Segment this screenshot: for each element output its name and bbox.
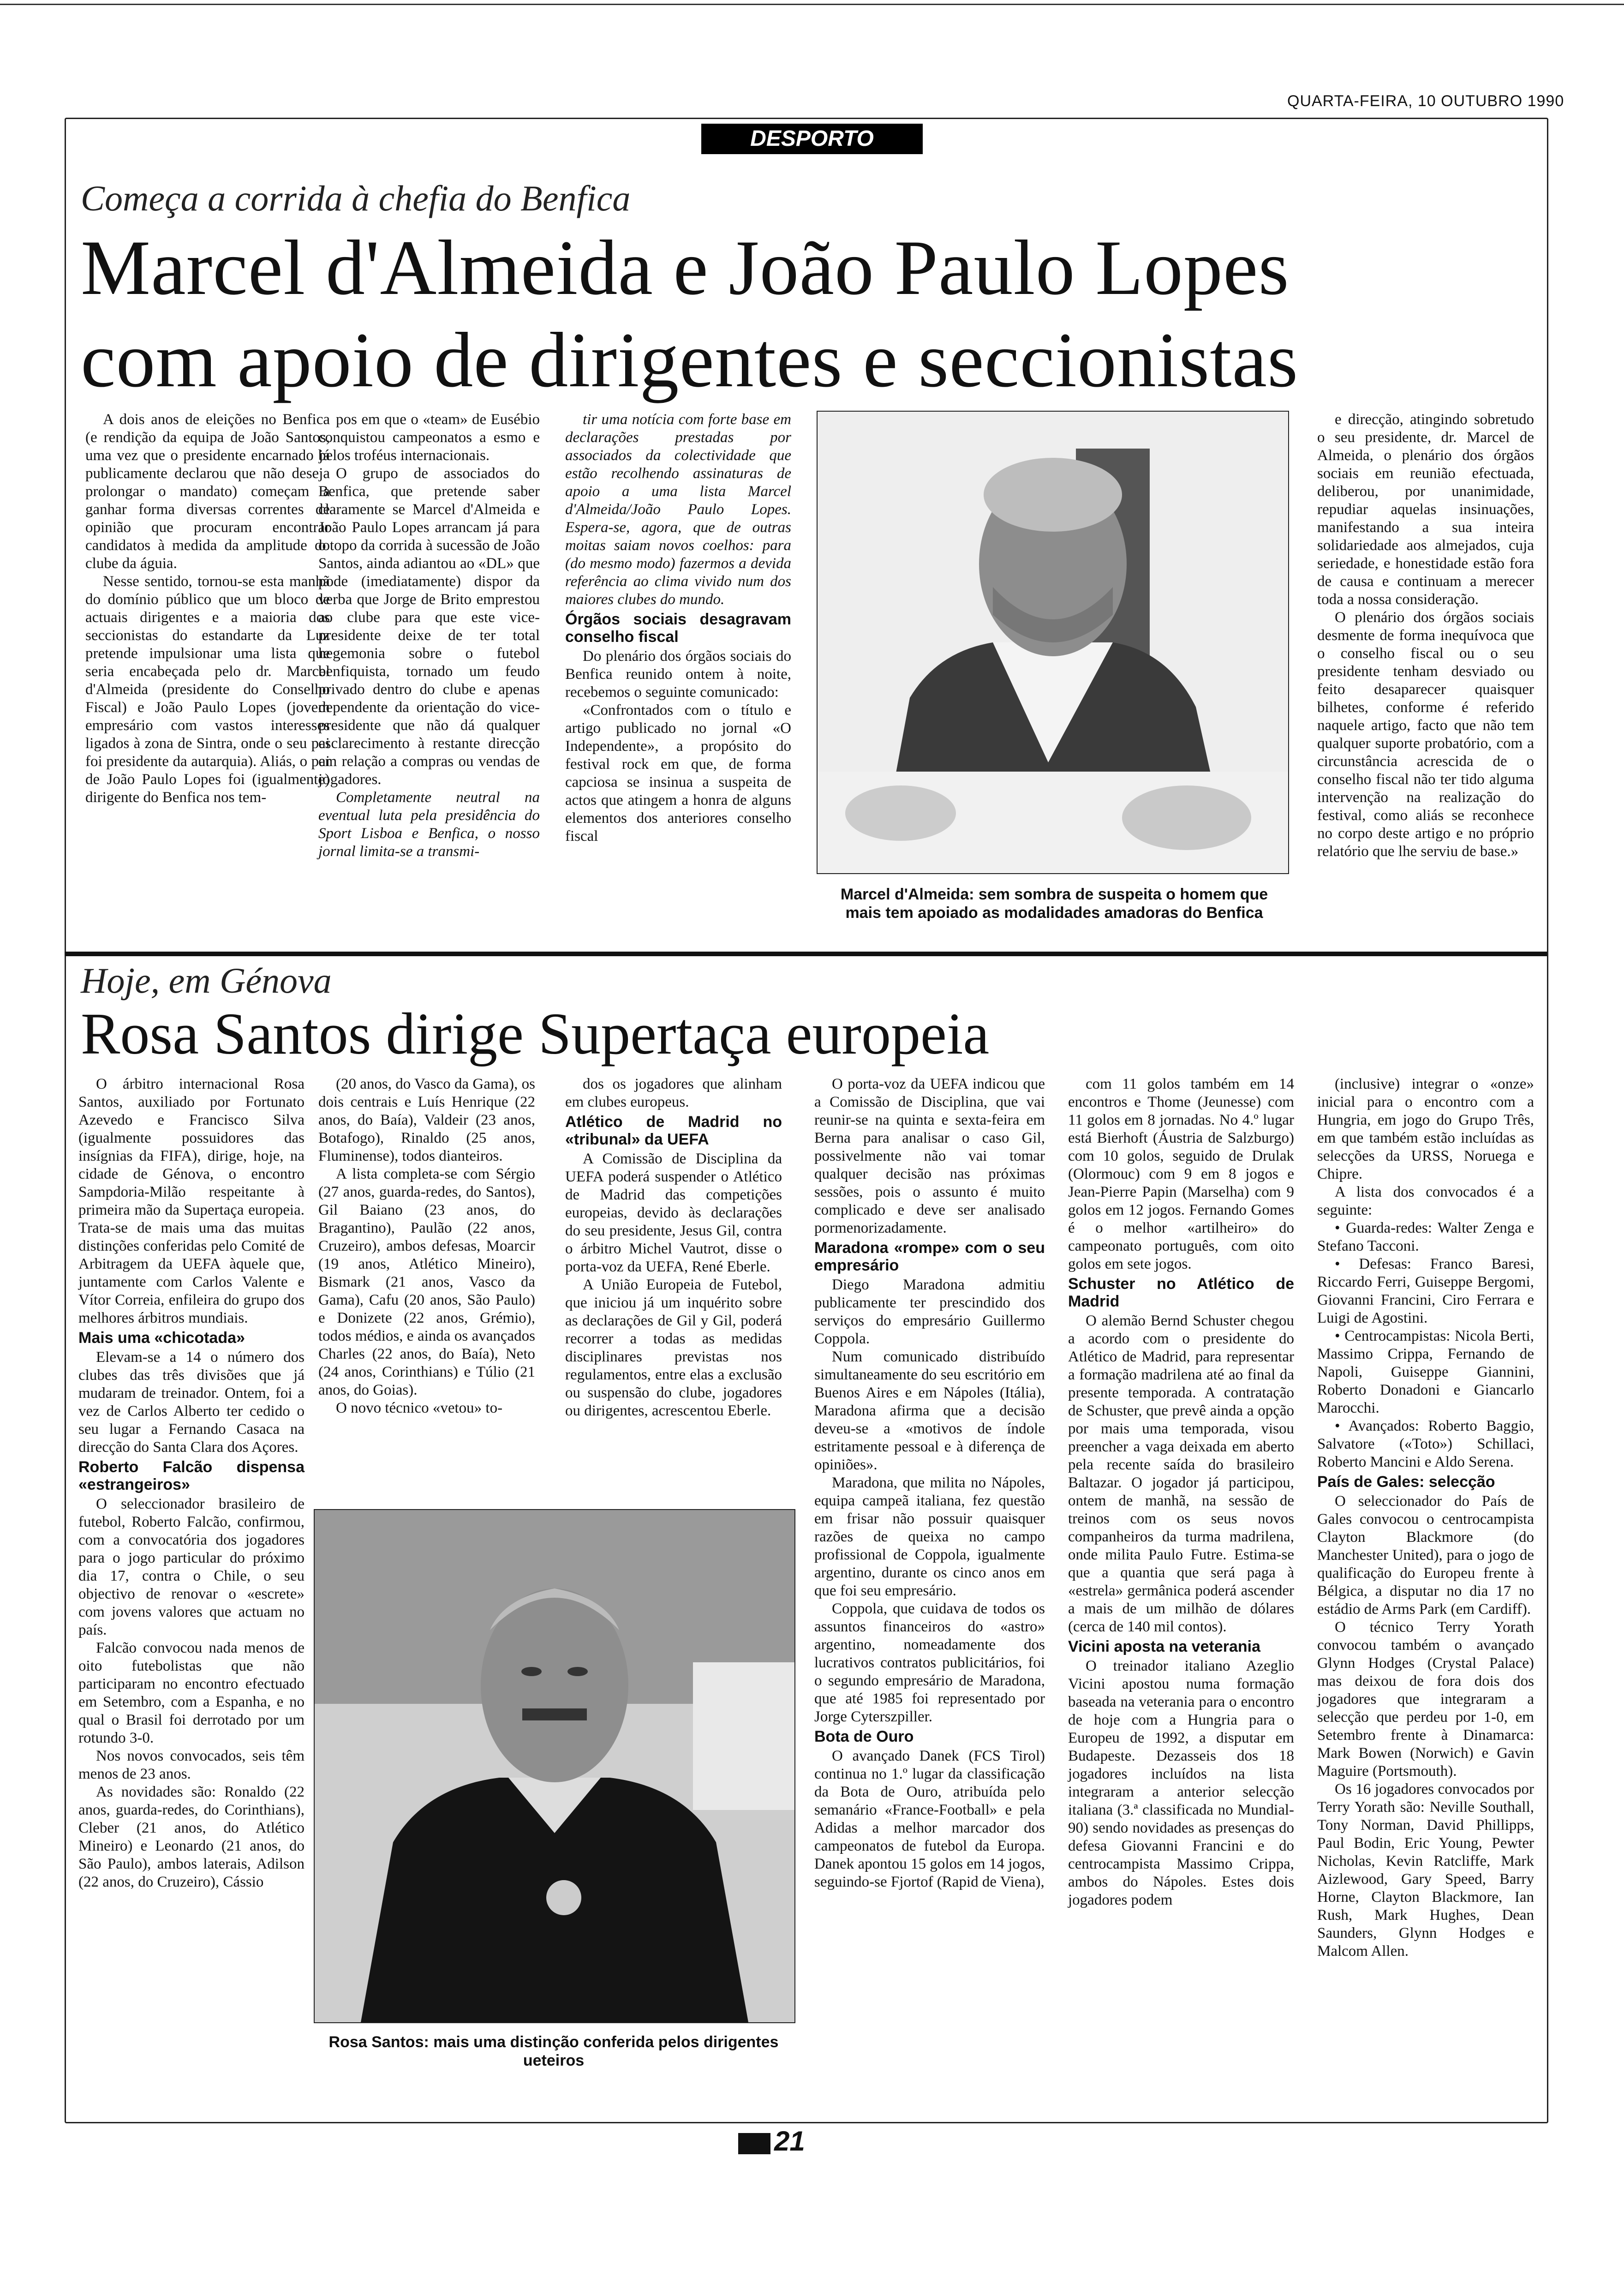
paragraph: «Confrontados com o título e artigo publicado no jornal «O Independente», a propósito do festival rock em que, de forma capciosa se insinua a suspeita de actos que atingem a honra de alguns elementos dos anteriores conselho fiscal: [565, 702, 791, 845]
paragraph: O alemão Bernd Schuster chegou a acordo com o presidente do Atlético de Madrid, para representar a formação madrilena até ao final da presente temporada. A contratação de Schuster, que prevê ainda a opção por mais uma temporada, visou preencher a vaga deixada em aberto pela recente saída do brasileiro Baltazar. O jogador já participou, ontem de manhã, na sessão de treinos com os seus novos companheiros da turma madrilena, onde milita Paulo Futre. Estima-se que a quantia que será paga à «estrela» germânica poderá ascender a mais de um milhão de dólares (cerca de 140 mil contos).: [1068, 1312, 1294, 1635]
paragraph: Do plenário dos órgãos sociais do Benfica reunido ontem à noite, recebemos o seguinte comunicado:: [565, 648, 791, 701]
dateline: QUARTA-FEIRA, 10 OUTUBRO 1990: [1287, 92, 1564, 110]
paragraph: tir uma notícia com forte base em declarações prestadas por associados da colectividade que estão recolhendo assinaturas de apoio a uma lista Marcel d'Almeida/João Paulo Lopes. Espera-se, agora, que de outras moitas saiam novos coelhos: para (do mesmo modo) fazermos a devida referência ao clima vivido num dos maiores clubes do mundo.: [565, 411, 791, 608]
paragraph: (20 anos, do Vasco da Gama), os dois centrais e Luís Henrique (22 anos, do Baía), Valdeir (23 anos, Botafogo), Rinaldo (25 anos, Fluminense), todos dianteiros.: [318, 1076, 535, 1164]
paragraph: As novidades são: Ronaldo (22 anos, guarda-redes, do Corinthians), Cleber (21 anos, do Atlético Mineiro) e Leonardo (21 anos, do São Paulo), ambos laterais, Adilson (22 anos, do Cruzeiro), Cássio: [78, 1784, 304, 1890]
subheading: Roberto Falcão dispensa «estrangeiros»: [78, 1458, 304, 1493]
portrait-photo-icon: [315, 1510, 794, 2022]
article1-headline-line1: Marcel d'Almeida e João Paulo Lopes: [81, 224, 1290, 311]
article2-photo-rosa-santos: [314, 1509, 795, 2023]
page-number: 21: [774, 2126, 805, 2157]
article2-column-6: [1317, 1075, 1534, 1960]
paragraph: Num comunicado distribuído simultaneamente do seu escritório em Buenos Aires e em Nápoles (Itália), Maradona afirma que a decisão deveu-se a «motivos de índole estritamente pessoal e à diferença de opiniões».: [814, 1348, 1045, 1473]
paragraph: e direcção, atingindo sobretudo o seu presidente, dr. Marcel de Almeida, o plenário dos órgãos sociais em reunião efectuada, deliberou, por unanimidade, repudiar aquelas insinuações, manifestando a sua inteira solidariedade aos almejados, cuja seriedade, e honestidade estão fora de causa e continuam a merecer toda a nossa consideração.: [1317, 411, 1534, 608]
paragraph: • Centrocampistas: Nicola Berti, Massimo Crippa, Fernando de Napoli, Guiseppe Giannini, Roberto Donadoni e Giancarlo Marocchi.: [1317, 1328, 1534, 1416]
article2-kicker: Hoje, em Génova: [81, 960, 332, 1001]
top-border: [0, 4, 1624, 5]
paragraph: A União Europeia de Futebol, que iniciou já um inquérito sobre as declarações de Gil y Gil, poderá recorrer a todas as medidas disciplinares previstas nos regulamentos, entre elas a exclusão ou suspensão do clube, jogadores ou dirigentes, acrescentou Eberle.: [565, 1276, 782, 1419]
paragraph: pos em que o «team» de Eusébio conquistou campeonatos a esmo e belos troféus internacionais.: [318, 411, 540, 464]
article2-column-5: [1068, 1075, 1294, 1909]
paragraph: A dois anos de eleições no Benfica (e rendição da equipa de João Santos, uma vez que o presidente encarnado já publicamente declarou que não deseja prolongar o mandato) começam a ganhar forma diversas correntes de opinião que procuram encontrar candidatos à medida da amplitude do clube da águia.: [85, 411, 330, 572]
paragraph: A Comissão de Disciplina da UEFA poderá suspender o Atlético de Madrid das competições europeias, devido às declarações do seu presidente, Jesus Gil, contra o árbitro Michel Vautrot, disse o porta-voz da UEFA, René Eberle.: [565, 1150, 782, 1275]
article1-column-3: [565, 411, 791, 845]
paragraph: O técnico Terry Yorath convocou também o avançado Glynn Hodges (Crystal Palace) mas deixou de fora dois dos jogadores que integraram a selecção que perdeu por 1-0, em Setembro frente à Dinamarca: Mark Bowen (Norwich) e Gavin Maguire (Portsmouth).: [1317, 1619, 1534, 1780]
paragraph: O novo técnico «vetou» to-: [336, 1400, 503, 1416]
paragraph: Nos novos convocados, seis têm menos de 23 anos.: [78, 1748, 304, 1782]
paragraph: Nesse sentido, tornou-se esta manhã do domínio público que um bloco de actuais dirigentes e a maioria dos seccionistas do estandarte da Luz pretende impulsionar uma lista que seria encabeçada pelo dr. Marcel d'Almeida (presidente do Conselho Fiscal) e João Paulo Lopes (jovem empresário com vastos interesses ligados à zona de Sintra, onde o seu pai foi presidente da autarquia). Aliás, o pai de João Paulo Lopes foi (igualmente) dirigente do Benfica nos tem-: [85, 573, 330, 806]
paragraph: Elevam-se a 14 o número dos clubes das três divisões que já mudaram de treinador. Ontem, foi a vez de Carlos Alberto ter cedido o seu lugar a Fernando Casaca na direcção do Santa Clara dos Açores.: [78, 1349, 304, 1456]
article2-column-1: [78, 1075, 304, 1891]
subheading: Atlético de Madrid no «tribunal» da UEFA: [565, 1113, 782, 1148]
article2-photo-caption: Rosa Santos: mais uma distinção conferida pelos dirigentes ueteiros: [328, 2033, 779, 2069]
paragraph: O avançado Danek (FCS Tirol) continua no 1.º lugar da classificação da Bota de Ouro, atribuída pelo semanário «France-Football» e pela Adidas a melhor marcador dos campeonatos de futebol da Europa. Danek apontou 15 golos em 14 jogos, seguindo-se Fjortof (Rapid de Viena),: [814, 1748, 1045, 1890]
paragraph: Maradona, que milita no Nápoles, equipa campeã italiana, fez questão em frisar não possuir quaisquer razões de queixa no campo profissional de Coppola, igualmente argentino, durante os cinco anos em que foi seu empresário.: [814, 1474, 1045, 1599]
subheading: Mais uma «chicotada»: [78, 1329, 245, 1347]
article1-column-2: [318, 411, 540, 861]
paragraph: Falcão convocou nada menos de oito futebolistas que não participaram no encontro efectuado em Setembro, com a Espanha, e no qual o Brasil foi derrotado por um rotundo 3-0.: [78, 1640, 304, 1746]
article1-photo-marcel-dalmeida: [817, 411, 1289, 874]
article1-photo-caption: Marcel d'Almeida: sem sombra de suspeita o homem que mais tem apoiado as modalidades amadoras do Benfica: [840, 886, 1268, 922]
article1-kicker: Começa a corrida à chefia do Benfica: [81, 178, 631, 218]
paragraph: (inclusive) integrar o «onze» inicial para o encontro com a Hungria, em jogo do Grupo Três, em que também estão incluídas as selecções da URSS, Noruega e Chipre.: [1317, 1076, 1534, 1182]
paragraph: O árbitro internacional Rosa Santos, auxiliado por Fortunato Azevedo e Francisco Silva (igualmente possuidores das insígnias da FIFA), dirige, hoje, na cidade de Génova, o encontro Sampdoria-Milão respeitante à primeira mão da Supertaça europeia. Trata-se de mais uma das muitas distinções conferidas pelo Comité de Arbitragem da UEFA àquele que, juntamente com Carlos Valente e Vítor Correia, enfileira do grupo dos melhores árbitros mundiais.: [78, 1076, 304, 1326]
portrait-photo-icon: [818, 412, 1288, 873]
paragraph: Os 16 jogadores convocados por Terry Yorath são: Neville Southall, Tony Norman, David Phillipps, Paul Bodin, Eric Young, Pewter Nicholas, Kevin Ratcliffe, Mark Aizlewood, Gary Speed, Barry Horne, Clayton Blackmore, Ian Rush, Mark Hughes, Dean Saunders, Glynn Hodges e Malcom Allen.: [1317, 1781, 1534, 1959]
article2-column-4: [814, 1075, 1045, 1891]
subheading: Maradona «rompe» com o seu empresário: [814, 1239, 1045, 1274]
paragraph: com 11 golos também em 14 encontros e Thome (Jeunesse) com 11 golos em 8 jornadas. No 4.º lugar está Bierhoft (Áustria de Salzburgo) com 10 golos, seguido de Drulak (Olormouc) com 9 em 8 jogos e Jean-Pierre Papin (Marselha) com 9 golos em 12 jogos. Fernando Gomes é o melhor «artilheiro» do campeonato português, com oito golos em sete jogos.: [1068, 1076, 1294, 1272]
paragraph: Diego Maradona admitiu publicamente ter prescindido dos serviços do empresário Guillermo Coppola.: [814, 1276, 1045, 1347]
article1-column-1: [85, 411, 330, 807]
paragraph: O seleccionador brasileiro de futebol, Roberto Falcão, confirmou, com a convocatória dos jogadores para o jogo particular do próximo dia 17, contra o Chile, o seu objectivo de renovar o «escrete» com jovens valores que actuam no país.: [78, 1496, 304, 1638]
paragraph: • Guarda-redes: Walter Zenga e Stefano Tacconi.: [1317, 1220, 1534, 1254]
paragraph: Completamente neutral na eventual luta pela presidência do Sport Lisboa e Benfica, o nosso jornal limita-se a transmi-: [318, 789, 540, 860]
newspaper-logo-icon: [738, 2133, 770, 2154]
article1-headline-line2: com apoio de dirigentes e seccionistas: [81, 317, 1299, 403]
article2-column-2: [318, 1075, 535, 1417]
paragraph: A lista dos convocados é a seguinte:: [1317, 1184, 1534, 1218]
subheading: Bota de Ouro: [814, 1728, 914, 1745]
paragraph: O porta-voz da UEFA indicou que a Comissão de Disciplina, que vai reunir-se na quinta e sexta-feira em Berna para analisar o caso Gil, possivelmente não vai tomar qualquer decisão nas próximas sessões, pois o assunto é muito complicado e deve ser analisado pormenorizadamente.: [814, 1076, 1045, 1236]
article1-column-4: [1317, 411, 1534, 861]
paragraph: O treinador italiano Azeglio Vicini apostou numa formação baseada na veterania para o encontro de hoje com a Hungria para o Europeu de 1992, a disputar em Budapeste. Dezasseis dos 18 jogadores incluídos na lista integraram a anterior selecção italiana (3.ª classificada no Mundial-90) sendo novidades as presenças do defesa Giovanni Francini e do centrocampista Massimo Crippa, ambos do Nápoles. Estes dois jogadores podem: [1068, 1658, 1294, 1908]
article2-headline: Rosa Santos dirige Supertaça europeia: [81, 1001, 990, 1067]
paragraph: dos os jogadores que alinham em clubes europeus.: [565, 1076, 782, 1110]
subheading: Órgãos sociais desagravam conselho fiscal: [565, 611, 791, 646]
article2-column-3: [565, 1075, 782, 1420]
subheading: País de Gales: selecção: [1317, 1473, 1495, 1491]
section-tag: DESPORTO: [701, 124, 923, 154]
paragraph: O grupo de associados do Benfica, que pretende saber claramente se Marcel d'Almeida e João Paulo Lopes arrancam já para o topo da corrida à sucessão de João Santos, ainda adiantou ao «DL» que pode (imediatamente) dispor da verba que Jorge de Brito emprestou ao clube para que este vice-presidente deixe de ter total hegemonia sobre o futebol benfiquista, tornado um feudo privado dentro do clube e apenas dependente da orientação do vice-presidente que não dá qualquer esclarecimento à restante direcção em relação a compras ou vendas de jogadores.: [318, 465, 540, 788]
paragraph: • Defesas: Franco Baresi, Riccardo Ferri, Guiseppe Bergomi, Giovanni Francini, Ciro Ferrara e Luigi de Agostini.: [1317, 1256, 1534, 1326]
subheading: Schuster no Atlético de Madrid: [1068, 1275, 1294, 1310]
paragraph: O seleccionador do País de Gales convocou o centrocampista Clayton Blackmore (do Manchester United), para o jogo de qualificação do Europeu frente à Bélgica, a disputar no dia 17 no estádio de Arms Park (em Cardiff).: [1317, 1493, 1534, 1618]
subheading: Vicini aposta na veterania: [1068, 1638, 1260, 1655]
article-divider: [65, 952, 1547, 956]
paragraph: A lista completa-se com Sérgio (27 anos, guarda-redes, do Santos), Gil Baiano (23 anos, do Bragantino), Paulão (22 anos, Cruzeiro), ambos defesas, Moarcir (19 anos, Atlético Mineiro), Bismark (21 anos, Vasco da Gama), Cafu (20 anos, São Paulo) e Donizete (22 anos, Grémio), todos médios, e ainda os avançados Charles (22 anos, do Baía), Neto (24 anos, Corinthians) e Túlio (21 anos, do Goias).: [318, 1166, 535, 1398]
paragraph: • Avançados: Roberto Baggio, Salvatore («Toto») Schillaci, Roberto Mancini e Aldo Serena.: [1317, 1418, 1534, 1470]
paragraph: Coppola, que cuidava de todos os assuntos financeiros do «astro» argentino, nomeadamente dos lucrativos contratos publicitários, foi o segundo empresário de Maradona, que até 1985 foi representado por Jorge Cyterszpiller.: [814, 1600, 1045, 1725]
paragraph: O plenário dos órgãos sociais desmente de forma inequívoca que o conselho fiscal ou o seu presidente tenham desviado ou feito desaparecer quaisquer bilhetes, conforme é referido naquele artigo, facto que não tem qualquer suporte probatório, com a circunstância acrescida de o conselho fiscal não ter tido alguma intervenção na realização do festival, como aliás se reconhece no corpo deste artigo e no próprio relatório que lhe serviu de base.»: [1317, 609, 1534, 860]
